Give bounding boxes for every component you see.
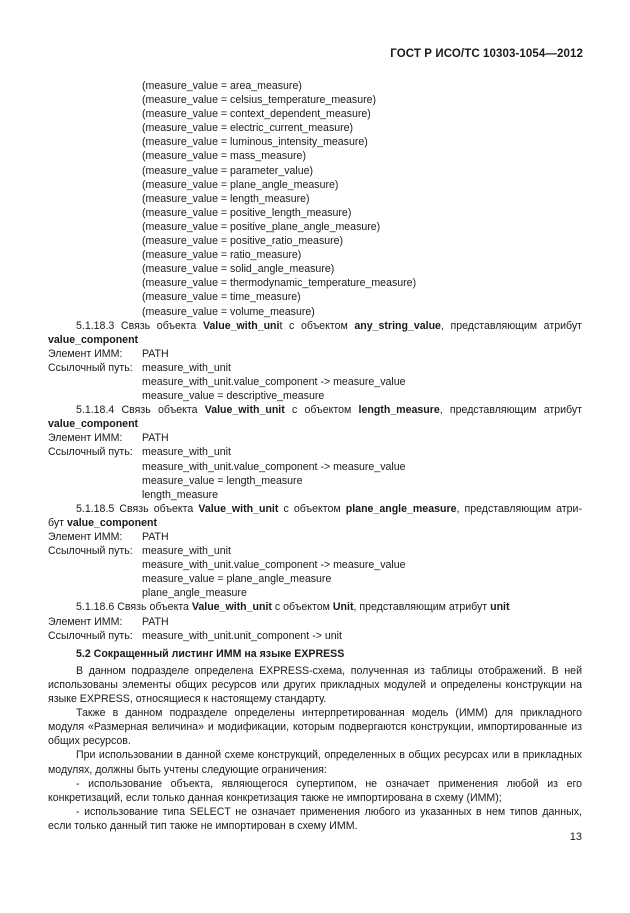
entity-name: Value_with_unit [198, 502, 279, 515]
measure-value-line: (measure_value = plane_angle_measure) [142, 178, 339, 191]
paragraph: Также в данном подразделе определены интерпретированная модель (ИММ) для прикладного модуля «Размерная величина» и модификации, которым подвергаются конструкции, импортированные из общих ресурсов. [48, 707, 582, 748]
clause-5-1-18-4-attr: value_component [48, 418, 139, 431]
measure-value-line: (measure_value = thermodynamic_temperature_measure) [142, 277, 417, 290]
section-5-2-title: 5.2 Сокращенный листинг ИММ на языке EXPRESS [76, 647, 345, 660]
measure-value-line: (measure_value = solid_angle_measure) [142, 263, 335, 276]
paragraph: - использование объекта, являющегося супертипом, не означает применения любой из его конкретизаций, если только данная конкретизация также не импортирована в схему (ИММ); [48, 777, 582, 804]
path-line: plane_angle_measure [142, 587, 247, 600]
measure-value-line: (measure_value = mass_measure) [142, 150, 306, 163]
path-row: Ссылочный путь: measure_with_unit [48, 446, 231, 459]
path-row: Ссылочный путь: measure_with_unit.unit_component -> unit [48, 629, 342, 642]
measure-value-line: (measure_value = time_measure) [142, 291, 301, 304]
path-line: measure_value = descriptive_measure [142, 390, 325, 403]
entity-name: Value_with_unit [191, 601, 272, 614]
target-name: plane_angle_measure [345, 502, 457, 515]
measure-value-line: (measure_value = context_dependent_measure) [142, 108, 371, 121]
element-row: Элемент ИММ: PATH [48, 615, 169, 628]
element-row: Элемент ИММ: PATH [48, 432, 169, 445]
measure-value-line: (measure_value = celsius_temperature_measure) [142, 94, 377, 107]
measure-value-list [48, 79, 582, 319]
measure-value-line: (measure_value = length_measure) [142, 192, 310, 205]
target-name: length_measure [358, 404, 440, 417]
paragraph: - использование типа SELECT не означает применения любого из указанных в нем типов данных, если только данный тип также не импортирован в схему ИММ. [48, 805, 582, 832]
clause-5-1-18-3-heading: 5.1.18.3 Связь объекта Value_with_unit с объектом any_string_value, представляющим атрибут [76, 319, 582, 332]
clause-5-1-18-4-heading: 5.1.18.4 Связь объекта Value_with_unit с объектом length_measure, представляющим атрибут [76, 404, 582, 417]
clause-5-1-18-6-heading: 5.1.18.6 Связь объекта Value_with_unit с объектом Unit, представляющим атрибут unit [76, 601, 510, 614]
clause-5-1-18-5-attr: бут value_component [48, 516, 158, 529]
clause-5-1-18-5-heading: 5.1.18.5 Связь объекта Value_with_unit с объектом plane_angle_measure, представляющим атри- [76, 502, 582, 515]
element-row: Элемент ИММ: PATH [48, 347, 169, 360]
measure-value-line: (measure_value = positive_plane_angle_measure) [142, 220, 381, 233]
entity-name: Value_with_unit [204, 404, 285, 417]
document-id-header: ГОСТ Р ИСО/ТС 10303-1054—2012 [390, 48, 583, 60]
measure-value-line: (measure_value = luminous_intensity_measure) [142, 136, 368, 149]
measure-value-line: (measure_value = positive_length_measure) [142, 206, 352, 219]
page-number: 13 [569, 831, 582, 843]
measure-value-line: (measure_value = electric_current_measure) [142, 122, 354, 135]
paragraph: В данном подразделе определена EXPRESS-схема, полученная из таблицы отображений. В ней использованы элементы общих ресурсов или других прикладных модулей и определены конструкции на языке EXPRESS, относящиеся к настоящему стандарту. [48, 664, 582, 706]
measure-value-line: (measure_value = volume_measure) [142, 305, 315, 318]
page-content [48, 79, 582, 833]
measure-value-line: (measure_value = parameter_value) [142, 164, 314, 177]
path-line: measure_value = length_measure [142, 474, 303, 487]
measure-value-line: (measure_value = ratio_measure) [142, 249, 302, 262]
target-name: any_string_value [354, 319, 441, 332]
paragraph: При использовании в данной схеме конструкций, определенных в общих ресурсах или в прикладных модулях, должны быть учтены следующие ограничения: [48, 749, 582, 776]
element-row: Элемент ИММ: PATH [48, 531, 169, 543]
clause-5-1-18-3-attr: value_component [48, 333, 139, 346]
measure-value-line: (measure_value = positive_ratio_measure) [142, 235, 344, 248]
path-line: length_measure [142, 488, 218, 501]
measure-value-line: (measure_value = area_measure) [142, 80, 302, 92]
path-line: measure_with_unit.value_component -> measure_value [142, 559, 406, 572]
path-row: Ссылочный путь: measure_with_unit [48, 545, 231, 558]
path-line: measure_value = plane_angle_measure [142, 573, 332, 586]
path-line: measure_with_unit.value_component -> measure_value [142, 460, 406, 473]
target-name: Unit [332, 601, 354, 614]
entity-name: Value_with_uni [202, 319, 280, 332]
path-row: Ссылочный путь: measure_with_unit [48, 361, 231, 374]
path-line: measure_with_unit.value_component -> measure_value [142, 375, 406, 388]
